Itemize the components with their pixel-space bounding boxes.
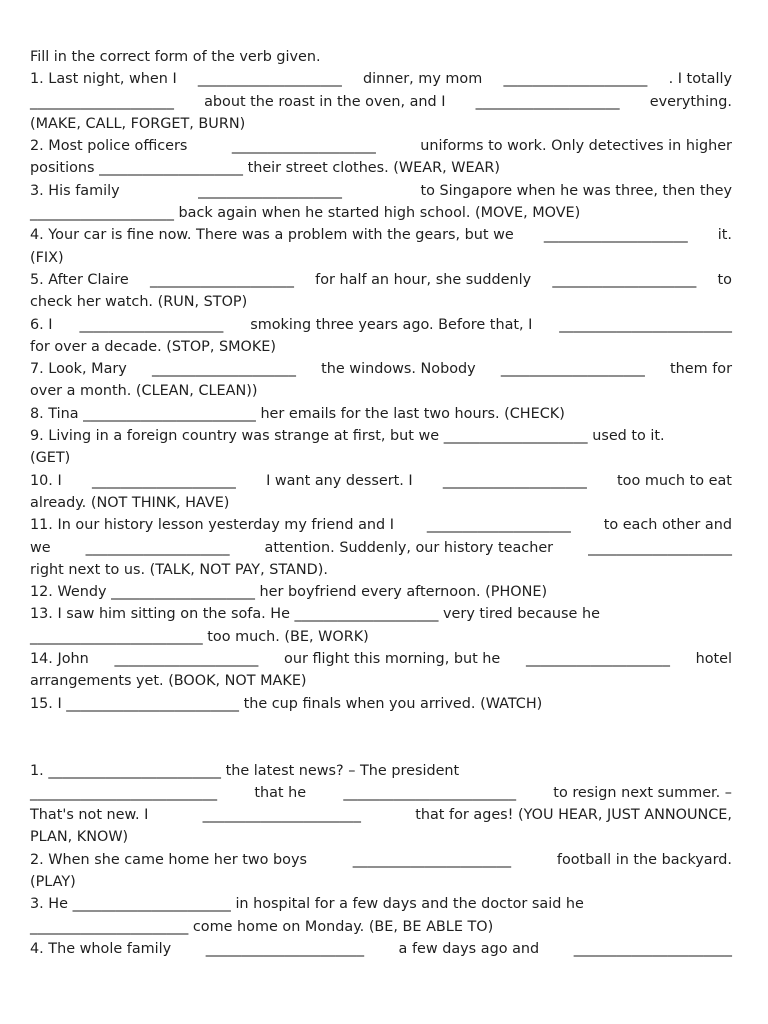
answer-blank[interactable]: ____________________	[294, 606, 439, 623]
line-text: them for	[670, 361, 732, 378]
worksheet-line	[30, 91, 732, 113]
answer-blank[interactable]: ____________________	[475, 93, 620, 110]
line-text: 2. Most police officers	[30, 138, 188, 155]
line-text: dinner, my mom	[363, 71, 483, 88]
section-gap	[30, 715, 732, 760]
line-text: very tired because he	[443, 606, 600, 623]
worksheet-line	[30, 447, 732, 469]
worksheet-line	[30, 693, 732, 715]
line-text: too much to eat	[617, 472, 732, 489]
line-text: that he	[254, 784, 307, 801]
answer-blank[interactable]: ____________________	[150, 271, 294, 288]
answer-blank[interactable]: ____________________	[85, 539, 230, 556]
answer-blank[interactable]: ______________________	[72, 896, 231, 913]
line-text: I want any dessert. I	[266, 472, 413, 489]
line-text: the cup finals when you arrived. (WATCH)	[243, 695, 543, 712]
line-text: come home on Monday. (BE, BE ABLE TO)	[192, 918, 494, 935]
line-text: to resign next summer. –	[553, 784, 732, 801]
answer-blank[interactable]: ____________________	[588, 539, 732, 556]
worksheet-line	[30, 559, 732, 581]
answer-blank[interactable]: ____________________	[99, 160, 243, 177]
line-text: 11. In our history lesson yesterday my friend and I	[30, 517, 394, 534]
answer-blank[interactable]: ____________________	[114, 651, 259, 668]
worksheet-line	[30, 202, 732, 224]
line-text: 8. Tina	[30, 405, 79, 422]
answer-blank[interactable]: ______________________	[205, 940, 365, 957]
line-text: right next to us. (TALK, NOT PAY, STAND).	[30, 561, 328, 578]
answer-blank[interactable]: ________________________	[66, 695, 239, 712]
answer-blank[interactable]: ____________________	[442, 472, 587, 489]
worksheet-line	[30, 826, 732, 848]
line-text: smoking three years ago. Before that, I	[250, 316, 533, 333]
line-text: . I totally	[668, 71, 732, 88]
line-text: that for ages! (YOU HEAR, JUST ANNOUNCE,	[415, 807, 732, 824]
answer-blank[interactable]: ____________________	[152, 361, 296, 378]
answer-blank[interactable]: ________________________	[343, 784, 517, 801]
answer-blank[interactable]: ____________________	[525, 651, 670, 668]
worksheet-line	[30, 425, 732, 447]
line-text: to Singapore when he was three, then they	[420, 182, 732, 199]
answer-blank[interactable]: ____________________	[543, 227, 688, 244]
line-text: we	[30, 539, 51, 556]
answer-blank[interactable]: ____________________	[79, 316, 224, 333]
line-text: our flight this morning, but he	[284, 651, 501, 668]
answer-blank[interactable]: ____________________	[500, 361, 645, 378]
worksheet-line	[30, 514, 732, 536]
worksheet-line	[30, 358, 732, 380]
answer-blank[interactable]: ______________________	[352, 851, 512, 868]
answer-blank[interactable]: ________________________	[48, 762, 221, 779]
worksheet-line	[30, 336, 732, 358]
line-text: football in the backyard.	[556, 851, 732, 868]
worksheet-line	[30, 403, 732, 425]
line-text: it.	[717, 227, 732, 244]
worksheet-line	[30, 782, 732, 804]
line-text: 3. He	[30, 896, 68, 913]
line-text: PLAN, KNOW)	[30, 829, 129, 846]
line-text: to each other and	[603, 517, 732, 534]
line-text: already. (NOT THINK, HAVE)	[30, 494, 230, 511]
line-text: (MAKE, CALL, FORGET, BURN)	[30, 115, 246, 132]
answer-blank[interactable]: ____________________	[443, 428, 588, 445]
worksheet-line	[30, 180, 732, 202]
worksheet-line	[30, 603, 732, 625]
line-text: everything.	[649, 93, 732, 110]
answer-blank[interactable]: __________________________	[30, 784, 218, 801]
line-text: attention. Suddenly, our history teacher	[264, 539, 554, 556]
worksheet-line	[30, 760, 732, 782]
line-text: 13. I saw him sitting on the sofa. He	[30, 606, 290, 623]
answer-blank[interactable]: ________________________	[30, 628, 203, 645]
line-text: too much. (BE, WORK)	[207, 628, 369, 645]
line-text: back again when he started high school. (MOVE, MOVE)	[178, 205, 581, 222]
line-text: 6. I	[30, 316, 53, 333]
worksheet-line	[30, 871, 732, 893]
worksheet-line	[30, 269, 732, 291]
line-text: the latest news? – The president	[225, 762, 460, 779]
answer-blank[interactable]: ____________________	[91, 472, 236, 489]
line-text: 7. Look, Mary	[30, 361, 127, 378]
line-text: arrangements yet. (BOOK, NOT MAKE)	[30, 673, 307, 690]
line-text: positions	[30, 160, 95, 177]
answer-blank[interactable]: ____________________	[503, 71, 648, 88]
line-text: their street clothes. (WEAR, WEAR)	[247, 160, 501, 177]
line-text: in hospital for a few days and the doctor said he	[235, 896, 584, 913]
answer-blank[interactable]: ______________________	[573, 940, 732, 957]
worksheet-line	[30, 113, 732, 135]
line-text: 12. Wendy	[30, 584, 107, 601]
line-text: her boyfriend every afternoon. (PHONE)	[259, 584, 548, 601]
answer-blank[interactable]: ______________________	[202, 807, 361, 824]
line-text: That's not new. I	[30, 807, 149, 824]
line-text: over a month. (CLEAN, CLEAN))	[30, 383, 258, 400]
worksheet-line	[30, 224, 732, 246]
line-text: (GET)	[30, 450, 71, 467]
line-text: check her watch. (RUN, STOP)	[30, 294, 248, 311]
line-text: 14. John	[30, 651, 89, 668]
line-text: for over a decade. (STOP, SMOKE)	[30, 338, 276, 355]
worksheet-line	[30, 470, 732, 492]
line-text: 1. Last night, when I	[30, 71, 177, 88]
line-text: used to it.	[592, 428, 665, 445]
worksheet-line	[30, 157, 732, 179]
line-text: to	[717, 271, 732, 288]
worksheet-line	[30, 314, 732, 336]
line-text: 15. I	[30, 695, 62, 712]
line-text: uniforms to work. Only detectives in higher	[420, 138, 732, 155]
line-text: 4. The whole family	[30, 940, 172, 957]
answer-blank[interactable]: ____________________	[197, 71, 342, 88]
line-text: 9. Living in a foreign country was strange at first, but we	[30, 428, 440, 445]
line-text: 3. His family	[30, 182, 120, 199]
line-text: her emails for the last two hours. (CHECK)	[260, 405, 565, 422]
line-text: (PLAY)	[30, 873, 76, 890]
line-text: 10. I	[30, 472, 62, 489]
line-text: 1.	[30, 762, 44, 779]
answer-blank[interactable]: ______________________	[30, 918, 189, 935]
line-text: a few days ago and	[398, 940, 540, 957]
answer-blank[interactable]: ____________________	[111, 584, 255, 601]
exercise-section-2	[30, 760, 732, 961]
worksheet-line	[30, 626, 732, 648]
worksheet-line	[30, 537, 732, 559]
answer-blank[interactable]: ________________________	[83, 405, 256, 422]
line-text: for half an hour, she suddenly	[315, 271, 532, 288]
instructions: Fill in the correct form of the verb given.	[30, 49, 321, 65]
line-text: the windows. Nobody	[321, 361, 476, 378]
worksheet-line	[30, 893, 732, 915]
worksheet-line	[30, 916, 732, 938]
line-text: 5. After Claire	[30, 271, 129, 288]
worksheet-line	[30, 648, 732, 670]
worksheet	[30, 46, 732, 960]
line-text: about the roast in the oven, and I	[204, 93, 446, 110]
answer-blank[interactable]: ____________________	[30, 93, 174, 110]
worksheet-line	[30, 247, 732, 269]
line-text: (FIX)	[30, 249, 64, 266]
worksheet-line	[30, 492, 732, 514]
line-text: 2. When she came home her two boys	[30, 851, 308, 868]
worksheet-line	[30, 68, 732, 90]
worksheet-line	[30, 291, 732, 313]
worksheet-line	[30, 581, 732, 603]
exercise-section-1	[30, 68, 732, 715]
answer-blank[interactable]: ____________________	[426, 517, 571, 534]
worksheet-line	[30, 938, 732, 960]
worksheet-line	[30, 380, 732, 402]
answer-blank[interactable]: ____________________	[30, 205, 174, 222]
worksheet-line	[30, 135, 732, 157]
worksheet-line	[30, 670, 732, 692]
worksheet-line	[30, 849, 732, 871]
answer-blank[interactable]: ____________________	[198, 182, 342, 199]
line-text: 4. Your car is fine now. There was a problem with the gears, but we	[30, 227, 514, 244]
answer-blank[interactable]: ____________________	[552, 271, 697, 288]
answer-blank[interactable]: ____________________	[231, 138, 376, 155]
line-text: hotel	[695, 651, 732, 668]
worksheet-line	[30, 804, 732, 826]
answer-blank[interactable]: ________________________	[559, 316, 732, 333]
